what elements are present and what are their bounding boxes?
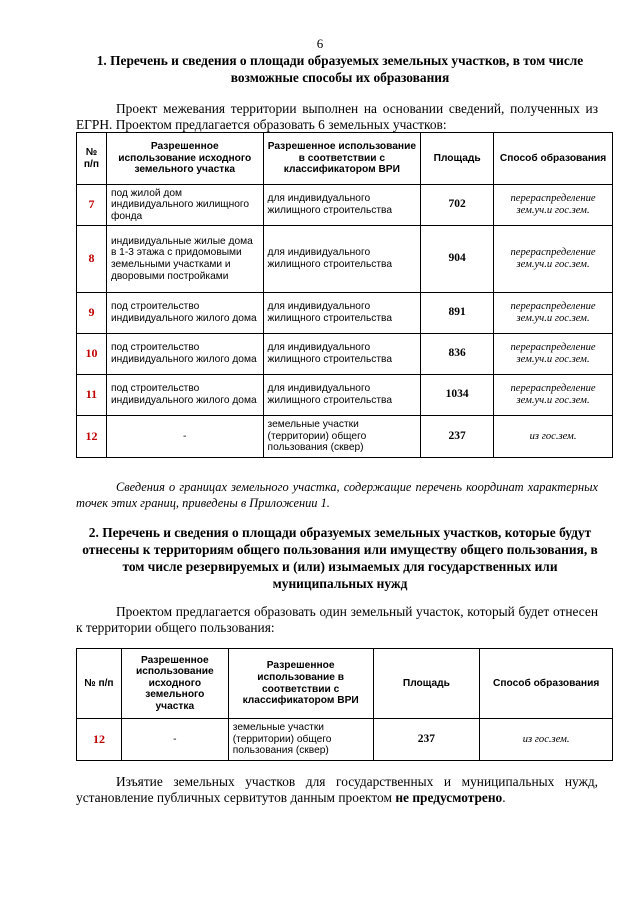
table-row xyxy=(77,416,613,458)
row-num: 10 xyxy=(77,334,107,375)
coordinates-note-text: Сведения о границах земельного участка, содержащие перечень координат характерных точек этих границ, приведены в Приложении 1. xyxy=(76,480,598,510)
row-method: из гос.зем. xyxy=(480,719,613,761)
col-header-orig-use: Разрешенное использование исходного земельного участка xyxy=(106,133,263,185)
coordinates-note xyxy=(76,479,598,511)
section1-intro xyxy=(76,101,598,133)
col-header-num: № п/п xyxy=(77,133,107,185)
closing-bold: не предусмотрено xyxy=(395,790,503,805)
section2-heading: 2. Перечень и сведения о площади образуемых земельных участков, которые будут отнесены к территориям общего пользования или имуществу общего пользования, в том числе резервируемых и (или) изымаемых для государственных или муниципальных нужд xyxy=(82,525,598,591)
row-method: перераспределение зем.уч.и гос.зем. xyxy=(494,185,613,226)
row-area: 904 xyxy=(421,226,494,293)
table-row xyxy=(77,185,613,226)
row-area: 702 xyxy=(421,185,494,226)
table-1 xyxy=(76,132,613,458)
row-num: 12 xyxy=(77,719,122,761)
row-orig-use: под жилой дом индивидуального жилищного фонда xyxy=(106,185,263,226)
table-row xyxy=(77,719,613,761)
row-orig-use: - xyxy=(121,719,228,761)
table-row xyxy=(77,334,613,375)
col-header-area: Площадь xyxy=(421,133,494,185)
col-header-num: № п/п xyxy=(77,649,122,719)
page-number: 6 xyxy=(316,36,324,51)
row-area: 1034 xyxy=(421,375,494,416)
row-orig-use: индивидуальные жилые дома в 1-3 этажа с придомовыми земельными участками и дворовыми постройками xyxy=(106,226,263,293)
table-row xyxy=(77,375,613,416)
row-num: 12 xyxy=(77,416,107,458)
row-vri: для индивидуального жилищного строительства xyxy=(263,334,421,375)
table-2 xyxy=(76,648,613,761)
row-method: перераспределение зем.уч.и гос.зем. xyxy=(494,375,613,416)
closing-end: . xyxy=(502,790,506,805)
col-header-method: Способ образования xyxy=(494,133,613,185)
row-area: 836 xyxy=(421,334,494,375)
row-num: 11 xyxy=(77,375,107,416)
row-area: 891 xyxy=(421,293,494,334)
col-header-method: Способ образования xyxy=(480,649,613,719)
row-vri: для индивидуального жилищного строительства xyxy=(263,293,421,334)
row-vri: для индивидуального жилищного строительства xyxy=(263,185,421,226)
row-vri: для индивидуального жилищного строительства xyxy=(263,226,421,293)
row-method: перераспределение зем.уч.и гос.зем. xyxy=(494,293,613,334)
section1-heading: 1. Перечень и сведения о площади образуемых земельных участков, в том числе возможные способы их образования xyxy=(96,53,584,85)
row-orig-use: - xyxy=(106,416,263,458)
row-vri: земельные участки (территории) общего пользования (сквер) xyxy=(228,719,373,761)
row-vri: для индивидуального жилищного строительства xyxy=(263,375,421,416)
section2-intro xyxy=(76,604,598,636)
closing-paragraph xyxy=(76,774,598,806)
row-num: 8 xyxy=(77,226,107,293)
row-method: перераспределение зем.уч.и гос.зем. xyxy=(494,334,613,375)
row-orig-use: под строительство индивидуального жилого дома xyxy=(106,375,263,416)
col-header-orig-use: Разрешенное использование исходного земельного участка xyxy=(121,649,228,719)
row-method: из гос.зем. xyxy=(494,416,613,458)
section2-intro-text: Проектом предлагается образовать один земельный участок, который будет отнесен к территории общего пользования: xyxy=(76,604,598,635)
col-header-vri: Разрешенное использование в соответствии с классификатором ВРИ xyxy=(228,649,373,719)
table-header-row xyxy=(77,133,613,185)
table-row xyxy=(77,226,613,293)
row-num: 9 xyxy=(77,293,107,334)
section1-intro-text: Проект межевания территории выполнен на основании сведений, полученных из ЕГРН. Проектом предлагается образовать 6 земельных участков: xyxy=(76,101,598,132)
table-header-row xyxy=(77,649,613,719)
row-method: перераспределение зем.уч.и гос.зем. xyxy=(494,226,613,293)
col-header-vri: Разрешенное использование в соответствии с классификатором ВРИ xyxy=(263,133,421,185)
closing-text: Изъятие земельных участков для государственных и муниципальных нужд, установление публичных сервитутов данным проектом xyxy=(76,774,598,805)
table-row xyxy=(77,293,613,334)
row-orig-use: под строительство индивидуального жилого дома xyxy=(106,334,263,375)
row-area: 237 xyxy=(373,719,480,761)
row-num: 7 xyxy=(77,185,107,226)
row-area: 237 xyxy=(421,416,494,458)
row-orig-use: под строительство индивидуального жилого дома xyxy=(106,293,263,334)
col-header-area: Площадь xyxy=(373,649,480,719)
row-vri: земельные участки (территории) общего пользования (сквер) xyxy=(263,416,421,458)
